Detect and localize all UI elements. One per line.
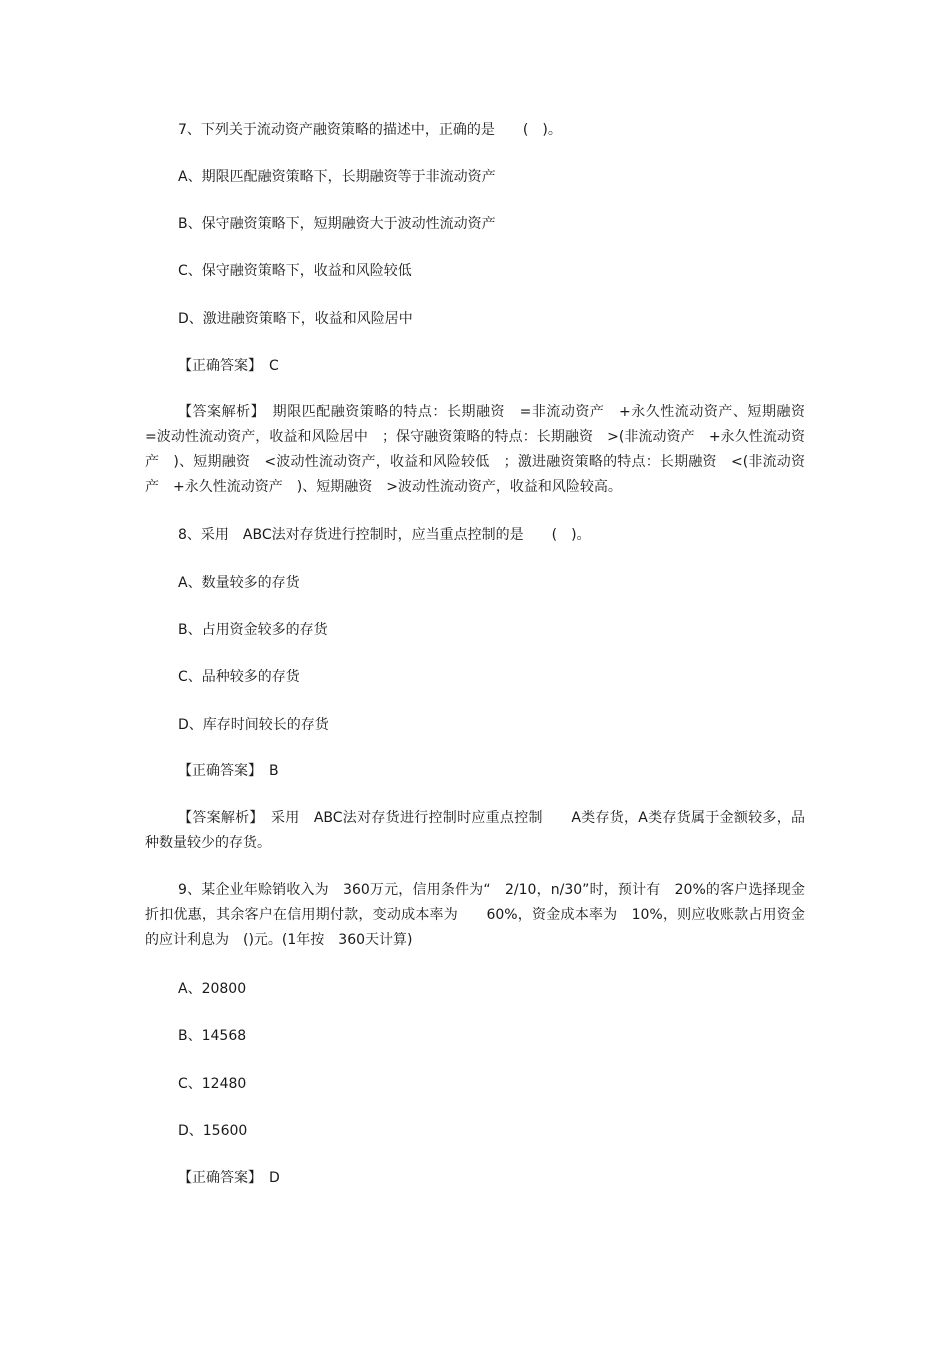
question-8-option-b: B、占用资金较多的存货 xyxy=(178,622,328,638)
question-9-answer: 【正确答案】 D xyxy=(178,1170,280,1186)
question-8-stem: 8、采用 ABC法对存货进行控制时，应当重点控制的是 ( )。 xyxy=(178,527,591,543)
question-8-analysis: 【答案解析】 采用 ABC法对存货进行控制时应重点控制 A类存货，A类存货属于金额较多，品种数量较少的存货。 xyxy=(145,810,805,851)
question-7-answer: 【正确答案】 C xyxy=(178,358,279,374)
question-8-option-d: D、库存时间较长的存货 xyxy=(178,717,329,733)
question-9-stem: 9、某企业年赊销收入为 360万元，信用条件为“ 2/10，n/30”时，预计有 20%的客户选择现金折扣优惠，其余客户在信用期付款，变动成本率为 60%，资金成本率为 10%，则应收账款占用资金的应计利息为 ()元。(1年按 360天计算) xyxy=(145,882,805,948)
question-9-option-a: A、20800 xyxy=(178,981,247,997)
question-7-option-d: D、激进融资策略下，收益和风险居中 xyxy=(178,311,413,327)
question-8-option-a: A、数量较多的存货 xyxy=(178,575,300,591)
question-9-option-d: D、15600 xyxy=(178,1123,248,1139)
question-9-option-c: C、12480 xyxy=(178,1076,247,1092)
question-9-option-b: B、14568 xyxy=(178,1028,247,1044)
question-7-analysis: 【答案解析】 期限匹配融资策略的特点：长期融资 =非流动资产 +永久性流动资产、短期融资 =波动性流动资产，收益和风险居中 ；保守融资策略的特点：长期融资 >(非流动资产 +永久性流动资产 )、短期融资 <波动性流动资产，收益和风险较低 ；激进融资策略的特点：长期融资 <(非流动资产 +永久性流动资产 )、短期融资 >波动性流动资产，收益和风险较高。 xyxy=(145,404,819,495)
question-7-option-a: A、期限匹配融资策略下，长期融资等于非流动资产 xyxy=(178,169,496,185)
question-7-stem: 7、下列关于流动资产融资策略的描述中，正确的是 ( )。 xyxy=(178,122,562,138)
question-8-answer: 【正确答案】 B xyxy=(178,763,279,779)
question-8-option-c: C、品种较多的存货 xyxy=(178,669,300,685)
question-7-option-c: C、保守融资策略下，收益和风险较低 xyxy=(178,263,412,279)
question-7-option-b: B、保守融资策略下，短期融资大于波动性流动资产 xyxy=(178,216,496,232)
